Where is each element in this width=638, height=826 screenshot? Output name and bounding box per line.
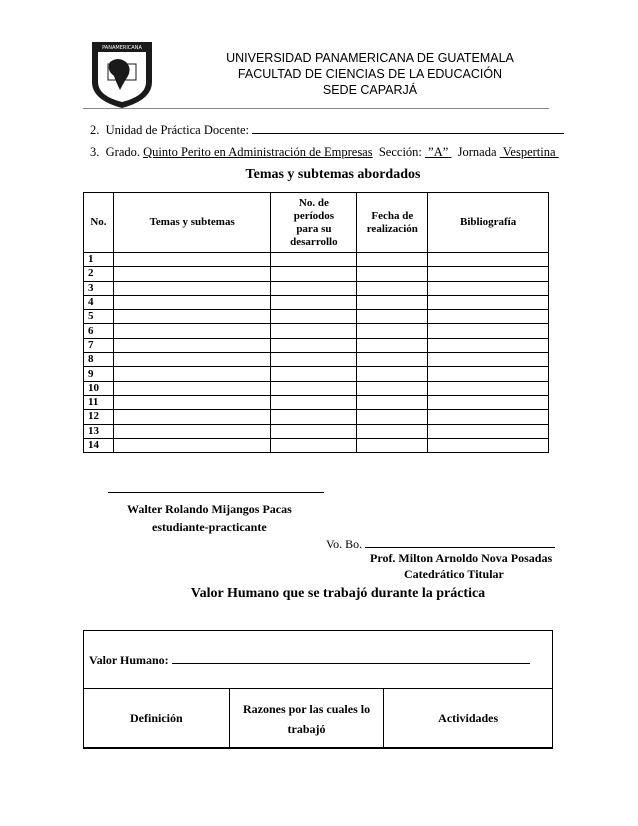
table-row: 7 xyxy=(84,338,549,352)
human-value-line xyxy=(89,652,530,668)
practice-unit-field[interactable] xyxy=(252,122,564,134)
table-row: 14 xyxy=(84,438,549,452)
practice-unit-label: Unidad de Práctica Docente: xyxy=(105,123,249,137)
campus-name: SEDE CAPARJÁ xyxy=(322,83,418,97)
col-number-header: No. xyxy=(84,193,114,253)
table-row: 5 xyxy=(84,310,549,324)
table-row: 4 xyxy=(84,295,549,309)
vobo-label: Vo. Bo. xyxy=(326,537,363,551)
student-name: Walter Rolando Mijangos Pacas xyxy=(127,502,292,516)
grade-line: 3. Grado. Quinto Perito en Administración de Empresas Sección: ”A” Jornada Vespertina xyxy=(90,145,559,160)
header-divider xyxy=(83,108,549,109)
values-table xyxy=(83,688,553,749)
student-signature-line xyxy=(108,492,324,493)
col-periods-header: No. de períodos para su desarrollo xyxy=(271,193,357,253)
table-row: 6 xyxy=(84,324,549,338)
human-value-label: Valor Humano: xyxy=(89,653,169,667)
col-definition-header: Definición xyxy=(84,689,230,749)
table-row: 13 xyxy=(84,424,549,438)
table-row: 2 xyxy=(84,267,549,281)
col-bibliography-header: Bibliografía xyxy=(428,193,549,253)
faculty-name: FACULTAD DE CIENCIAS DE LA EDUCACIÓN xyxy=(237,67,503,81)
col-topics-header: Temas y subtemas xyxy=(113,193,271,253)
table-row: 3 xyxy=(84,281,549,295)
table-row: 10 xyxy=(84,381,549,395)
grade-value: Quinto Perito en Administración de Empresas xyxy=(143,145,373,159)
table-row: 1 xyxy=(84,253,549,267)
professor-name: Prof. Milton Arnoldo Nova Posadas xyxy=(370,551,553,565)
vobo-line xyxy=(326,536,555,552)
topics-table xyxy=(83,192,549,453)
table-row: 11 xyxy=(84,395,549,409)
practice-unit-line: 2. Unidad de Práctica Docente: xyxy=(90,122,564,138)
vobo-signature-field[interactable] xyxy=(365,536,555,548)
table-row: 8 xyxy=(84,353,549,367)
topics-title: Temas y subtemas abordados xyxy=(245,167,421,182)
table-row: 9 xyxy=(84,367,549,381)
university-name: UNIVERSIDAD PANAMERICANA DE GUATEMALA xyxy=(226,51,514,65)
svg-text:PANAMERICANA: PANAMERICANA xyxy=(102,45,142,51)
professor-role: Catedrático Titular xyxy=(404,567,504,581)
values-title: Valor Humano que se trabajó durante la práctica xyxy=(190,586,486,601)
table-row: 12 xyxy=(84,410,549,424)
col-reasons-header: Razones por las cuales lo trabajó xyxy=(229,689,384,749)
shift-value: Vespertina xyxy=(502,145,556,159)
university-logo xyxy=(88,38,156,110)
col-date-header: Fecha de realización xyxy=(357,193,428,253)
section-value: ”A” xyxy=(428,145,449,159)
human-value-field[interactable] xyxy=(172,652,530,664)
university-seal-icon xyxy=(88,38,156,110)
student-role: estudiante-practicante xyxy=(152,520,267,534)
col-activities-header: Actividades xyxy=(384,689,553,749)
